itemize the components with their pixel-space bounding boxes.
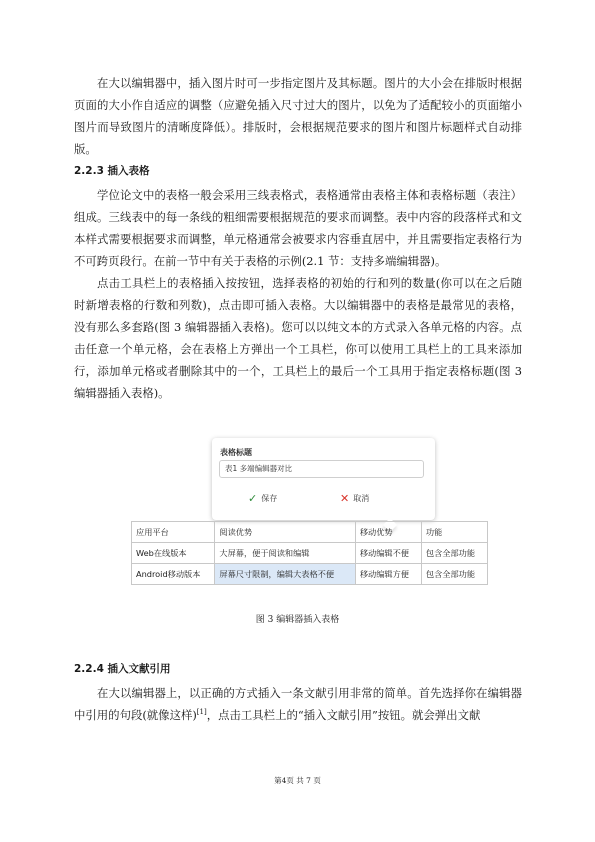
cancel-button-label: 取消 — [353, 494, 370, 503]
close-icon: ✕ — [340, 492, 350, 505]
table-title-popup — [212, 438, 435, 520]
table-cell[interactable]: 应用平台 — [132, 522, 215, 543]
table-cell[interactable]: 移动编辑方便 — [355, 564, 421, 585]
save-button[interactable] — [248, 492, 277, 506]
paragraph-citation — [74, 682, 522, 726]
save-button-label: 保存 — [261, 494, 278, 503]
table-cell[interactable]: 移动优势 — [355, 522, 421, 543]
table-cell[interactable]: Web在线版本 — [132, 543, 215, 564]
popup-title: 表格标题 — [220, 448, 252, 457]
table-cell-selected[interactable]: 屏幕尺寸限制，编辑大表格不便 — [215, 564, 355, 585]
cancel-button[interactable] — [340, 492, 369, 506]
paragraph-insert-table: 点击工具栏上的表格插入按按钮，选择表格的初始的行和列的数量(你可以在之后随时新增表格的行数和列数)，点击即可插入表格。大以编辑器中的表格是最常见的表格，没有那么多套路(图 3 编辑器插入表格)。您可以以纯文本的方式录入各单元格的内容。点击任意一个单元格，会在表格上方弹出一个工具栏，你可以使用工具栏上的工具来添加行，添加单元格或者删除其中的一个，工具栏上的最后一个工具用于指定表格标题(图 3 编辑器插入表格)。 — [74, 276, 522, 400]
table-cell[interactable]: 大屏幕，便于阅读和编辑 — [215, 543, 355, 564]
figure-editor-insert-table — [131, 436, 488, 588]
table-row — [132, 522, 488, 543]
table-row — [132, 543, 488, 564]
page-footer: 第4页 共 7 页 — [274, 776, 321, 785]
editor-table — [131, 521, 488, 585]
paragraph-citation-text: 在大以编辑器上，以正确的方式插入一条文献引用非常的简单。首先选择你在编辑器中引用的句段(就像这样) — [74, 686, 522, 722]
table-title-input[interactable]: 表1 多端编辑器对比 — [219, 460, 424, 478]
paragraph-images: 在大以编辑器中，插入图片时可一步指定图片及其标题。图片的大小会在排版时根据页面的大小作自适应的调整（应避免插入尺寸过大的图片，以免为了适配较小的页面缩小图片而导致图片的清晰度降低）。排版时，会根据规范要求的图片和图片标题样式自动排版。 — [74, 76, 522, 156]
table-cell[interactable]: 包含全部功能 — [421, 543, 487, 564]
paragraph-citation-tail: ，点击工具栏上的“插入文献引用”按钮。就会弹出文献 — [206, 708, 481, 722]
table-cell[interactable]: 移动编辑不便 — [355, 543, 421, 564]
table-cell[interactable]: 阅读优势 — [215, 522, 355, 543]
table-row — [132, 564, 488, 585]
watermark: · · · — [309, 342, 370, 393]
table-cell[interactable]: 功能 — [421, 522, 487, 543]
heading-insert-citation: 2.2.4 插入文献引用 — [74, 663, 171, 675]
figure-caption: 图 3 编辑器插入表格 — [255, 615, 340, 625]
heading-insert-table: 2.2.3 插入表格 — [74, 165, 150, 177]
table-cell[interactable]: 包含全部功能 — [421, 564, 487, 585]
check-icon: ✓ — [248, 492, 258, 505]
table-cell[interactable]: Android移动版本 — [132, 564, 215, 585]
paragraph-tables: 学位论文中的表格一般会采用三线表格式，表格通常由表格主体和表格标题（表注）组成。三线表中的每一条线的粗细需要根据规范的要求而调整。表中内容的段落样式和文本样式需要根据要求而调整，单元格通常会被要求内容垂直居中，并且需要指定表格行为不可跨页段行。在前一节中有关于表格的示例(2.1 节：支持多端编辑器)。 — [74, 188, 522, 268]
citation-marker[interactable]: [1] — [196, 708, 207, 717]
